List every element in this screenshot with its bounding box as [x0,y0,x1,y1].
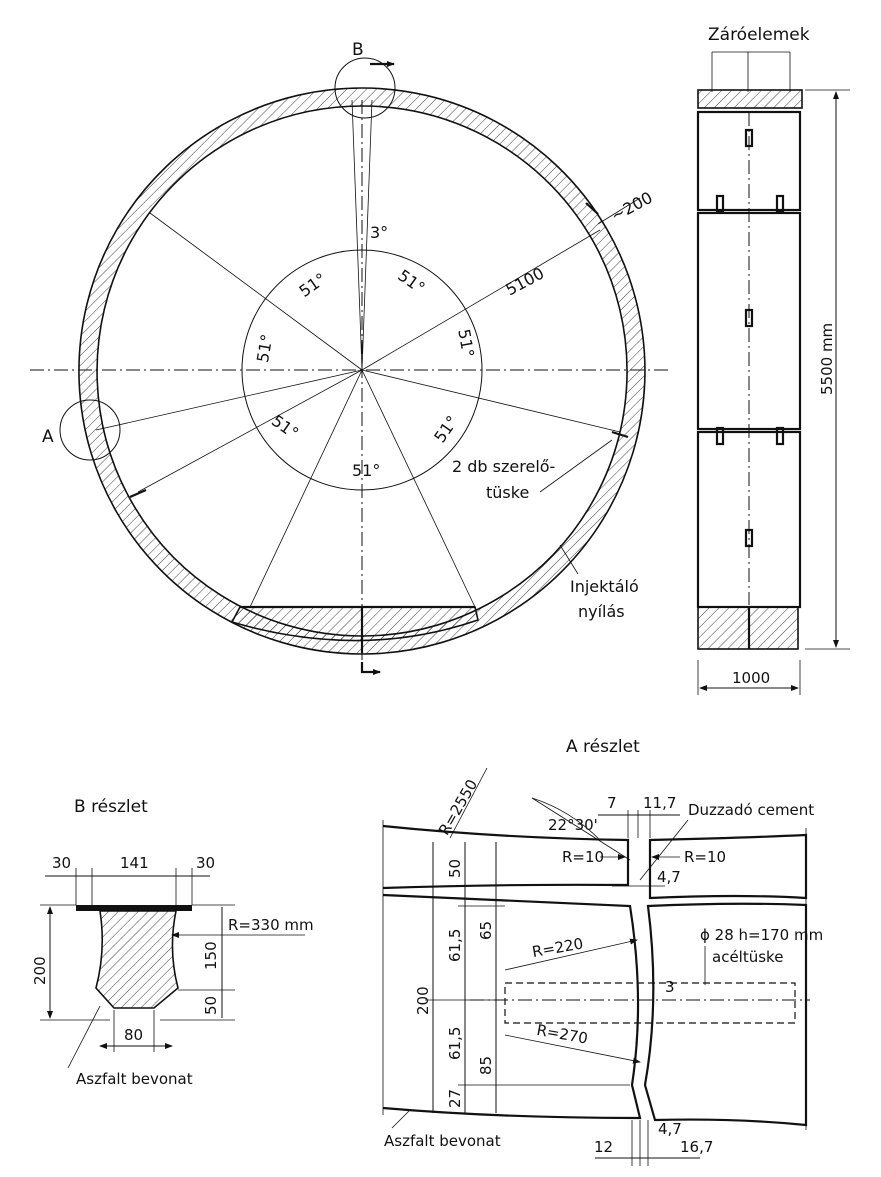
detail-a-angle: 22°30' [548,816,598,834]
detail-a-dim-4-7-top: 4,7 [657,868,681,886]
detail-b-bottom-width: 80 [124,1026,144,1044]
detail-a-v200: 200 [414,986,432,1015]
detail-a-dim-7: 7 [607,794,617,812]
detail-a-coating: Aszfalt bevonat [384,1132,501,1150]
detail-a-pin-spec-line1: ϕ 28 h=170 mm [700,926,824,944]
thickness-label: ~200 [607,187,656,226]
detail-a-r270: R=270 [535,1020,590,1048]
detail-a-steel-pin [505,983,795,1023]
detail-a-v65: 65 [477,920,495,940]
detail-a-expanding-cement: Duzzadó cement [688,801,815,819]
angle-top: 3° [370,223,389,242]
radius-label: 5100 [502,263,548,300]
detail-a-title: A részlet [566,737,640,757]
side-view [698,25,850,695]
pin-note-line2: tüske [486,483,530,502]
detail-b-dim-mid: 141 [120,854,149,872]
detail-b-radius: R=330 mm [228,916,314,934]
detail-a-radius-outer: R=2550 [435,776,482,839]
detail-a-v27: 27 [446,1088,464,1108]
angle-label-4: 51° [454,327,478,359]
ring-view [30,40,670,672]
angle-label-7: 51° [352,461,381,480]
detail-b-dim-right: 30 [196,854,216,872]
detail-a-r10-right: R=10 [684,848,727,866]
angle-label-2: 51° [394,265,429,298]
closing-elements-label: Záróelemek [708,25,810,45]
detail-b [31,797,314,1088]
detail-a-r10-left: R=10 [562,848,605,866]
detail-b-height-upper: 150 [202,941,220,970]
section-a-label: A [42,427,54,447]
detail-a-v85: 85 [477,1055,495,1075]
detail-a-upper-slab-right [650,835,806,898]
detail-b-height-lower: 50 [202,995,220,1015]
detail-a [383,737,823,1166]
detail-a-dim-12: 12 [594,1138,614,1156]
detail-a-r220: R=220 [530,934,585,962]
detail-a-dim-4-7-bot: 4,7 [658,1120,682,1138]
detail-a-v61-5-top: 61,5 [446,928,464,962]
detail-b-dim-left: 30 [52,854,72,872]
detail-a-pin-spec-line2: acéltüske [712,948,784,966]
width-label: 1000 [732,669,771,687]
height-label: 5500 mm [818,322,836,395]
injection-line2: nyílás [578,602,625,621]
detail-a-v61-5-bot: 61,5 [446,1026,464,1060]
side-top-elements [698,90,802,108]
pin-note-line1: 2 db szerelő- [452,457,556,476]
angle-label-3: 51° [253,332,277,364]
detail-a-dim-16-7: 16,7 [680,1138,714,1156]
detail-a-dim-11-7: 11,7 [643,794,677,812]
detail-a-dim-3: 3 [665,978,675,996]
detail-b-coating: Aszfalt bevonat [76,1070,193,1088]
angle-label-6: 51° [430,412,462,447]
detail-b-profile [96,911,178,1008]
detail-b-title: B részlet [74,797,148,817]
angle-label-1: 51° [295,269,330,301]
detail-a-v50: 50 [446,858,464,878]
injection-line1: Injektáló [570,577,639,596]
angle-label-5: 51° [268,410,303,443]
section-b-label: B [352,40,364,60]
detail-b-height-total: 200 [31,956,49,985]
